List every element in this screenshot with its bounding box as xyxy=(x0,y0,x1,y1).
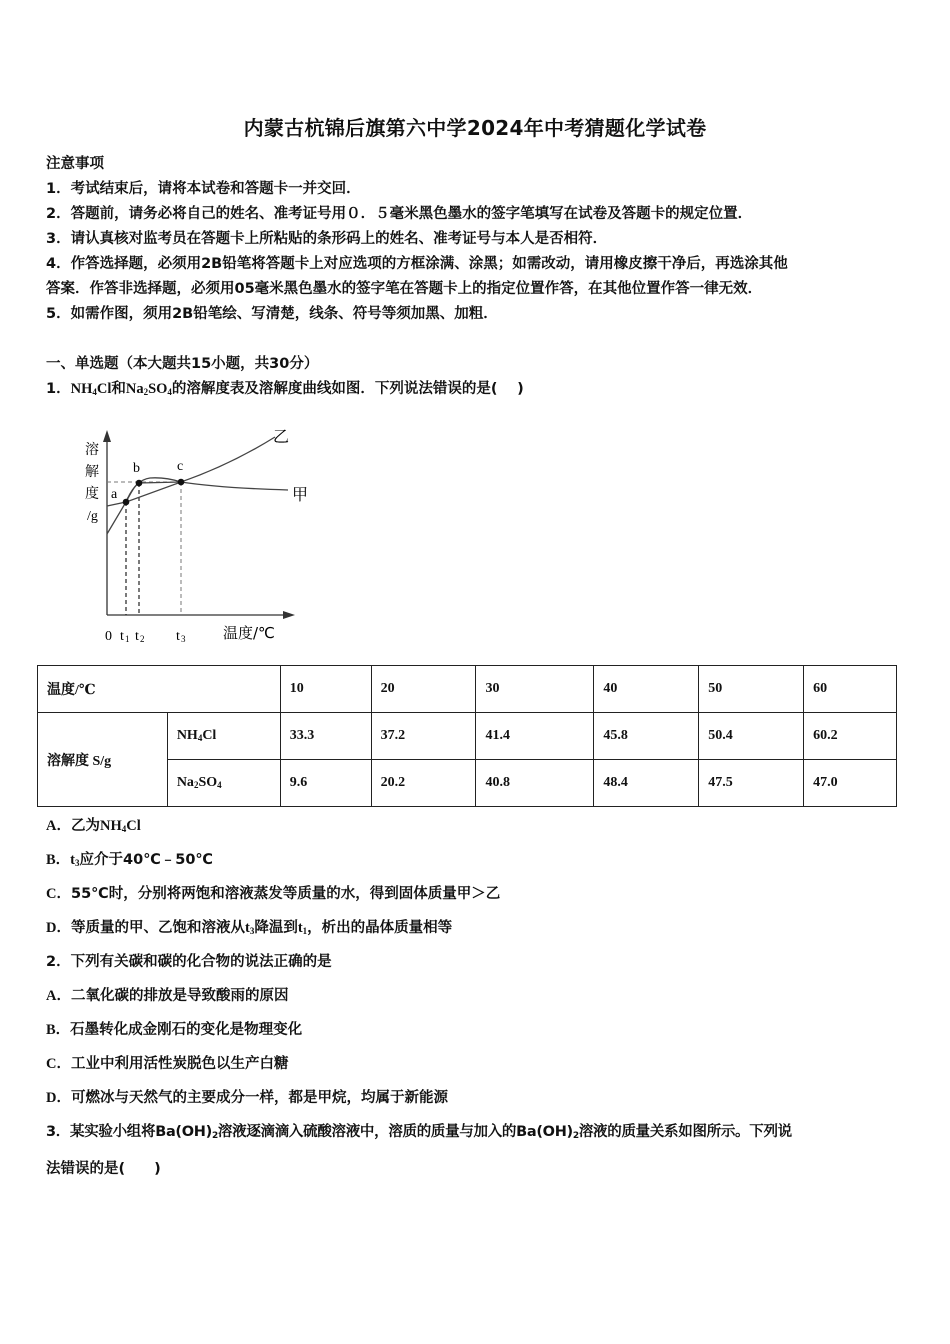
table-cell: 47.0 xyxy=(804,760,897,807)
svg-text:/g: /g xyxy=(87,509,98,524)
header-temp: 30 xyxy=(476,666,594,713)
svg-text:3: 3 xyxy=(181,634,186,644)
svg-text:b: b xyxy=(133,461,140,476)
table-row-na2so4 xyxy=(38,760,897,807)
svg-text:t: t xyxy=(135,629,139,644)
q2-option-c: C．工业中利用活性炭脱色以生产白糖 xyxy=(46,1056,289,1072)
group-label: 溶解度 S/g xyxy=(38,713,168,807)
svg-text:2: 2 xyxy=(140,634,145,644)
solubility-table xyxy=(37,665,897,807)
table-cell: 37.2 xyxy=(371,713,476,760)
notice-item-2: 2．答题前，请务必将自己的姓名、准考证号用０．５毫米黑色墨水的签字笔填写在试卷及答题卡的规定位置． xyxy=(46,206,753,222)
curve-jia-lower xyxy=(107,482,288,506)
header-temp: 10 xyxy=(280,666,371,713)
q3-stem-line2: 法错误的是( ) xyxy=(46,1161,161,1177)
substance-na2so4: $Na_2SO_4$ xyxy=(167,760,280,807)
point-c xyxy=(178,479,185,486)
q2-option-d: D．可燃冰与天然气的主要成分一样，都是甲烷，均属于新能源 xyxy=(46,1090,448,1106)
solubility-curve-chart xyxy=(70,410,320,650)
q1-option-b: B．$t_3$应介于40℃﹣50℃ xyxy=(46,852,213,868)
section-heading: 一、单选题（本大题共15小题，共30分） xyxy=(46,356,319,372)
table-cell: 9.6 xyxy=(280,760,371,807)
point-b xyxy=(136,480,143,487)
q2-stem: 2．下列有关碳和碳的化合物的说法正确的是 xyxy=(46,954,332,970)
svg-text:解: 解 xyxy=(85,464,99,480)
svg-text:度: 度 xyxy=(85,486,99,502)
table-cell: 50.4 xyxy=(699,713,804,760)
table-row-header xyxy=(38,666,897,713)
header-temp: 20 xyxy=(371,666,476,713)
q1-option-d: D．等质量的甲、乙饱和溶液从$t_3$降温到$t_1$，析出的晶体质量相等 xyxy=(46,920,453,936)
svg-text:甲: 甲 xyxy=(292,485,309,504)
notice-heading: 注意事项 xyxy=(46,156,104,172)
notice-item-4-cont: 答案．作答非选择题，必须用05毫米黑色墨水的签字笔在答题卡上的指定位置作答，在其他位置作答一律无效． xyxy=(46,281,763,297)
svg-text:温度/℃: 温度/℃ xyxy=(223,624,275,642)
table-cell: 40.8 xyxy=(476,760,594,807)
notice-item-1: 1．考试结束后，请将本试卷和答题卡一并交回． xyxy=(46,181,361,197)
y-axis-arrow-icon xyxy=(103,430,111,442)
notice-item-4: 4．作答选择题，必须用2B铅笔将答题卡上对应选项的方框涂满、涂黑；如需改动，请用橡皮擦干净后，再选涂其他 xyxy=(46,256,788,272)
table-row-nh4cl xyxy=(38,713,897,760)
table-cell: 60.2 xyxy=(804,713,897,760)
header-temp: 50 xyxy=(699,666,804,713)
svg-text:c: c xyxy=(177,459,184,474)
formula-nh4cl: $NH_4Cl$ xyxy=(70,381,112,397)
q1-option-a: A．乙为$NH_4Cl$ xyxy=(46,818,141,834)
svg-text:a: a xyxy=(111,487,118,502)
svg-text:乙: 乙 xyxy=(273,427,290,446)
q2-option-a: A．二氧化碳的排放是导致酸雨的原因 xyxy=(46,988,289,1004)
table-cell: 20.2 xyxy=(371,760,476,807)
table-cell: 45.8 xyxy=(594,713,699,760)
svg-text:0: 0 xyxy=(105,629,112,644)
table-cell: 41.4 xyxy=(476,713,594,760)
q2-option-b: B．石墨转化成金刚石的变化是物理变化 xyxy=(46,1022,303,1038)
page-title: 内蒙古杭锦后旗第六中学2024年中考猜题化学试卷 xyxy=(243,116,707,140)
svg-text:t: t xyxy=(120,629,124,644)
curve-yi xyxy=(107,437,275,534)
q1-stem-text: 的溶解度表及溶解度曲线如图．下列说法错误的是( ) xyxy=(171,381,524,397)
q1-number: 1． xyxy=(46,381,71,397)
header-temp: 60 xyxy=(804,666,897,713)
table-cell: 48.4 xyxy=(594,760,699,807)
substance-nh4cl: $NH_4Cl$ xyxy=(167,713,280,760)
formula-na2so4: $Na_2SO_4$ xyxy=(125,381,172,397)
table-cell: 47.5 xyxy=(699,760,804,807)
notice-item-5: 5．如需作图，须用2B铅笔绘、写清楚，线条、符号等须加黑、加粗． xyxy=(46,306,498,322)
q3-stem: 3．某实验小组将$Ba(OH)_2$溶液逐滴滴入硫酸溶液中，溶质的质量与加入的$Ba(OH)_2$溶液的质量关系如图所示。下列说 xyxy=(46,1124,792,1141)
q1-conj: 和 xyxy=(111,381,126,397)
q1-option-c: C．55℃时，分别将两饱和溶液蒸发等质量的水，得到固体质量甲＞乙 xyxy=(46,886,501,902)
q1-stem xyxy=(46,377,524,398)
header-temp-label: 温度/℃ xyxy=(38,666,281,713)
header-temp: 40 xyxy=(594,666,699,713)
table-cell: 33.3 xyxy=(280,713,371,760)
svg-text:1: 1 xyxy=(125,634,130,644)
point-a xyxy=(123,499,130,506)
notice-item-3: 3．请认真核对监考员在答题卡上所粘贴的条形码上的姓名、准考证号与本人是否相符． xyxy=(46,231,608,247)
svg-text:t: t xyxy=(176,629,180,644)
svg-text:溶: 溶 xyxy=(85,442,99,458)
x-axis-arrow-icon xyxy=(283,611,295,619)
